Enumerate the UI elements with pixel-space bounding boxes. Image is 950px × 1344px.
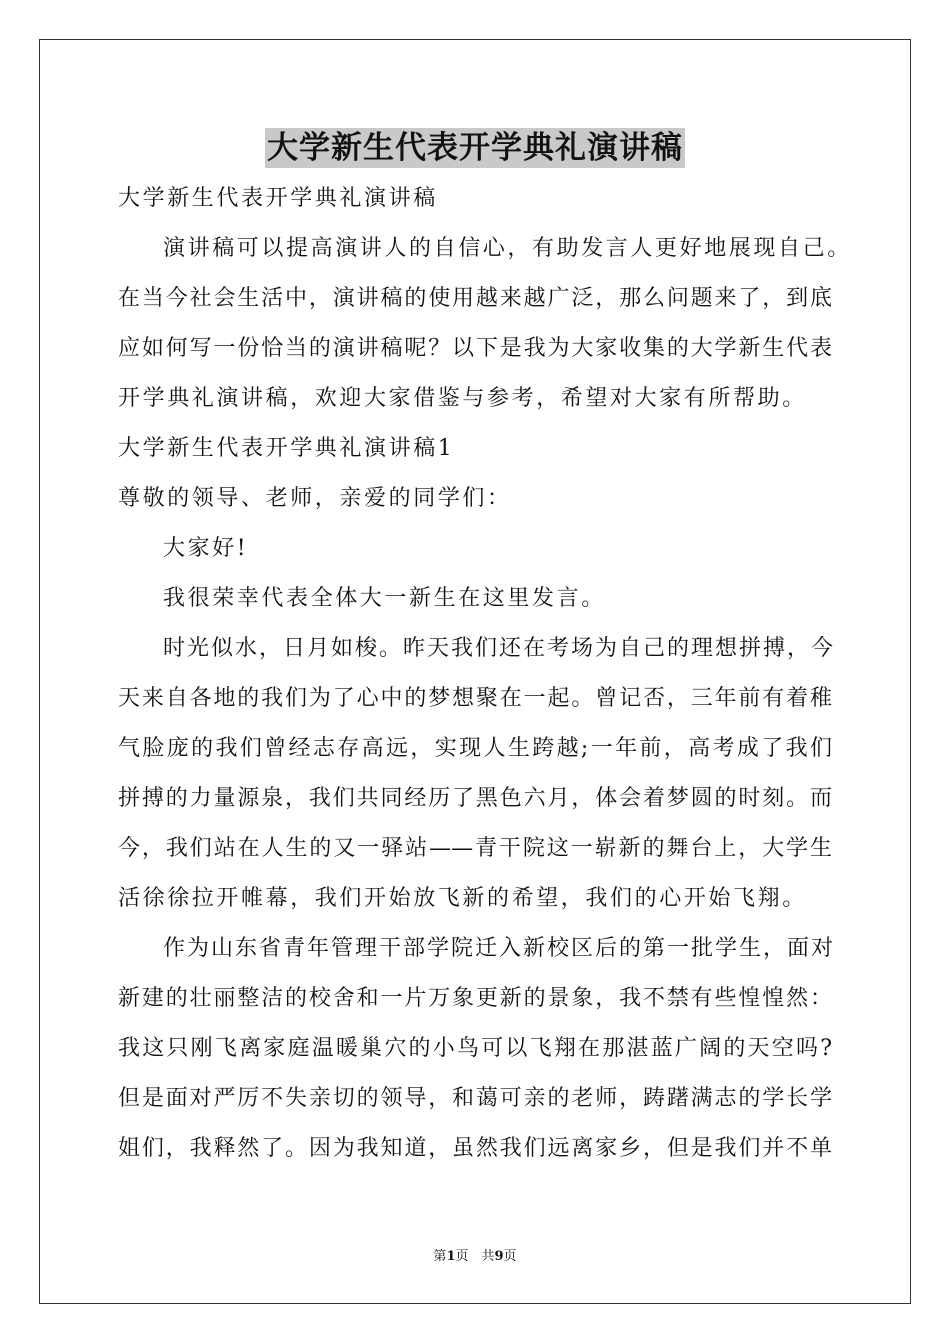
section-heading: 大学新生代表开学典礼演讲稿1 [118, 436, 455, 461]
page-border [39, 39, 911, 1304]
paragraph-line: 天来自各地的我们为了心中的梦想聚在一起。曾记否，三年前有着稚 [118, 686, 832, 711]
paragraph-line: 气脸庞的我们曾经志存高远，实现人生跨越;一年前，高考成了我们 [118, 736, 832, 761]
paragraph-line: 新建的壮丽整洁的校舍和一片万象更新的景象，我不禁有些惶惶然： [118, 986, 832, 1011]
paragraph-line: 我很荣幸代表全体大一新生在这里发言。 [163, 586, 606, 611]
paragraph-line: 姐们，我释然了。因为我知道，虽然我们远离家乡，但是我们并不单 [118, 1136, 832, 1161]
paragraph-line: 开学典礼演讲稿，欢迎大家借鉴与参考，希望对大家有所帮助。 [118, 386, 807, 411]
paragraph-line: 作为山东省青年管理干部学院迁入新校区后的第一批学生，面对 [163, 936, 833, 961]
paragraph-line: 演讲稿可以提高演讲人的自信心，有助发言人更好地展现自己。 [163, 236, 852, 261]
paragraph-line: 但是面对严厉不失亲切的领导，和蔼可亲的老师，踌躇满志的学长学 [118, 1086, 832, 1111]
document-title: 大学新生代表开学典礼演讲稿 [267, 130, 683, 166]
paragraph-line: 我这只刚飞离家庭温暖巢穴的小鸟可以飞翔在那湛蓝广阔的天空吗? [118, 1036, 832, 1061]
footer-suffix: 页 [503, 1249, 517, 1264]
paragraph-line: 今，我们站在人生的又一驿站——青干院这一崭新的舞台上，大学生 [118, 836, 832, 861]
footer-mid: 页 共 [455, 1249, 495, 1264]
paragraph-line: 在当今社会生活中，演讲稿的使用越来越广泛，那么问题来了，到底 [118, 286, 832, 311]
paragraph-line: 活徐徐拉开帷幕，我们开始放飞新的希望，我们的心开始飞翔。 [118, 886, 807, 911]
page-footer [0, 1248, 950, 1266]
paragraph-line: 拼搏的力量源泉，我们共同经历了黑色六月，体会着梦圆的时刻。而 [118, 786, 832, 811]
footer-prefix: 第 [433, 1249, 447, 1264]
paragraph-line: 时光似水，日月如梭。昨天我们还在考场为自己的理想拼搏，今 [163, 636, 833, 661]
current-page-number: 1 [446, 1249, 456, 1264]
salutation-line: 尊敬的领导、老师，亲爱的同学们： [118, 486, 512, 511]
total-pages-number: 9 [494, 1249, 504, 1264]
subtitle-line: 大学新生代表开学典礼演讲稿 [118, 186, 438, 211]
title-container [0, 128, 950, 168]
paragraph-line: 应如何写一份恰当的演讲稿呢？以下是我为大家收集的大学新生代表 [118, 336, 832, 361]
greeting-line: 大家好! [163, 536, 249, 561]
